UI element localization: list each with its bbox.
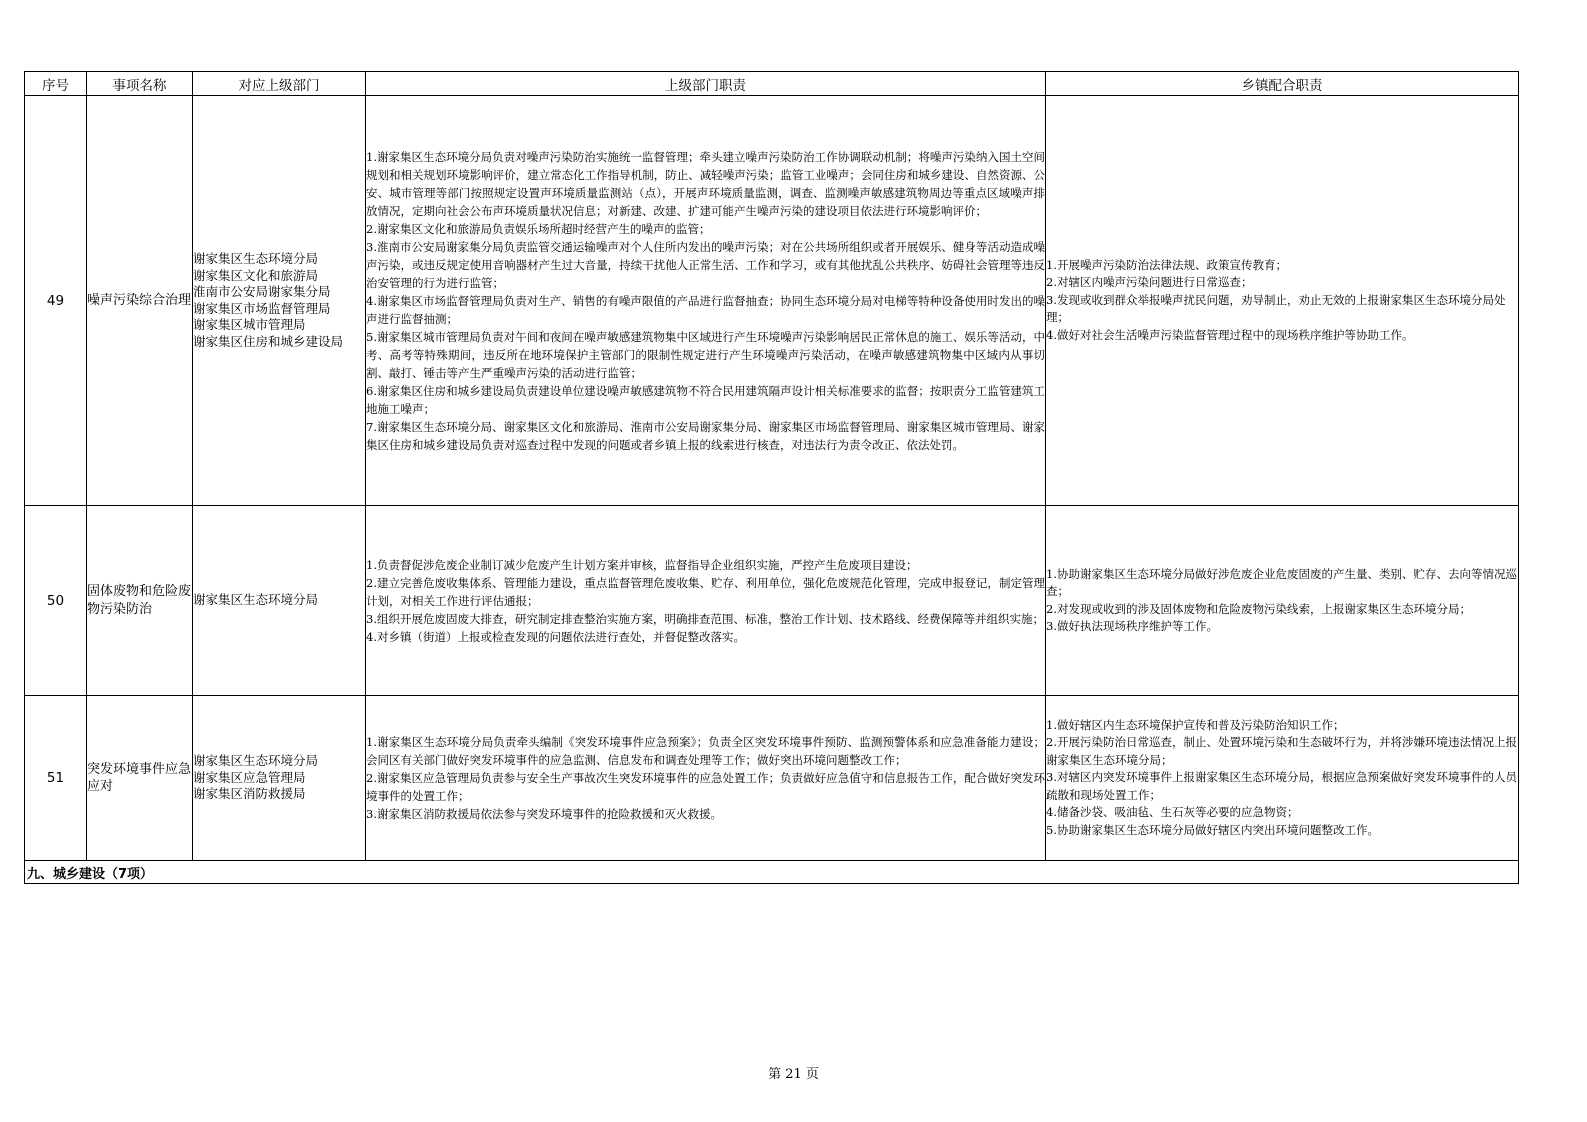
duty-item: 1.谢家集区生态环境分局负责牵头编制《突发环境事件应急预案》；负责全区突发环境事件预防、监测预警体系和应急准备能力建设；会同区有关部门做好突发环境事件的应急监测、信息发布和调查处理等工作；做好突出环境问题整改工作； — [366, 735, 1045, 767]
duty-table — [24, 71, 1519, 884]
section-title: 九、城乡建设（7项） — [25, 861, 1519, 884]
row-depts — [193, 696, 366, 861]
row-name: 突发环境事件应急应对 — [87, 696, 193, 861]
row-coops — [1046, 696, 1519, 861]
duty-item: 4.对乡镇（街道）上报或检查发现的问题依法进行查处，并督促整改落实。 — [366, 629, 745, 644]
duty-item: 3.淮南市公安局谢家集分局负责监管交通运输噪声对个人住所内发出的噪声污染；对在公共场所组织或者开展娱乐、健身等活动造成噪声污染，或违反规定使用音响器材产生过大音量，持续干扰他人正常生活、工作和学习，或有其他扰乱公共秩序、妨碍社会管理等违反治安管理的行为进行监管； — [366, 239, 1045, 290]
duty-item: 2.建立完善危废收集体系、管理能力建设，重点监督管理危废收集、贮存、利用单位，强化危废规范化管理，完成申报登记，制定管理计划，对相关工作进行评估通报； — [366, 575, 1045, 608]
duty-item: 7.谢家集区生态环境分局、谢家集区文化和旅游局、淮南市公安局谢家集分局、谢家集区市场监督管理局、谢家集区城市管理局、谢家集区住房和城乡建设局负责对巡查过程中发现的问题或者乡镇上报的线索进行核查，对违法行为责令改正、依法处罚。 — [366, 419, 1045, 452]
dept-item: 谢家集区市场监督管理局 — [193, 300, 331, 316]
page-number: 第 21 页 — [768, 1067, 819, 1082]
dept-item: 谢家集区消防救援局 — [193, 786, 306, 802]
table-header-row — [25, 72, 1519, 96]
header-seq: 序号 — [25, 72, 87, 96]
duty-item: 2.谢家集区文化和旅游局负责娱乐场所超时经营产生的噪声的监管； — [366, 221, 711, 236]
duty-item: 3.组织开展危废固废大排查，研究制定排查整治实施方案，明确排查范围、标准，整治工作计划、技术路线、经费保障等并组织实施； — [366, 611, 1044, 626]
coop-item: 4.做好对社会生活噪声污染监督管理过程中的现场秩序维护等协助工作。 — [1046, 327, 1414, 342]
table-row — [25, 96, 1519, 506]
row-depts — [193, 96, 366, 506]
row-name: 固体废物和危险废物污染防治 — [87, 506, 193, 696]
header-duty: 上级部门职责 — [366, 72, 1046, 96]
coop-item: 1.协助谢家集区生态环境分局做好涉危废企业危废固废的产生量、类别、贮存、去向等情况巡查； — [1046, 566, 1517, 598]
dept-item: 谢家集区住房和城乡建设局 — [193, 333, 344, 349]
row-name: 噪声污染综合治理 — [87, 96, 193, 506]
row-seq: 49 — [25, 96, 87, 506]
duty-item: 3.谢家集区消防救援局依法参与突发环境事件的抢险救援和灭火救援。 — [366, 807, 722, 821]
table-row — [25, 696, 1519, 861]
dept-item: 谢家集区生态环境分局 — [193, 592, 319, 608]
section-row — [25, 861, 1519, 884]
coop-item: 3.对辖区内突发环境事件上报谢家集区生态环境分局，根据应急预案做好突发环境事件的人员疏散和现场处置工作； — [1046, 770, 1517, 802]
coop-item: 5.协助谢家集区生态环境分局做好辖区内突出环境问题整改工作。 — [1046, 822, 1379, 837]
duty-item: 6.谢家集区住房和城乡建设局负责建设单位建设噪声敏感建筑物不符合民用建筑隔声设计相关标准要求的监督；按职责分工监管建筑工地施工噪声； — [366, 383, 1045, 416]
row-depts — [193, 506, 366, 696]
dept-item: 谢家集区生态环境分局 — [193, 753, 319, 769]
row-duties — [366, 96, 1046, 506]
header-name: 事项名称 — [87, 72, 193, 96]
dept-item: 谢家集区应急管理局 — [193, 769, 306, 785]
coop-item: 2.对发现或收到的涉及固体废物和危险废物污染线索，上报谢家集区生态环境分局； — [1046, 601, 1471, 616]
coop-item: 4.储备沙袋、吸油毡、生石灰等必要的应急物资； — [1046, 805, 1299, 820]
duty-item: 2.谢家集区应急管理局负责参与安全生产事故次生突发环境事件的应急处置工作；负责做好应急值守和信息报告工作，配合做好突发环境事件的处置工作； — [366, 771, 1045, 803]
coop-item: 3.发现或收到群众举报噪声扰民问题，劝导制止，劝止无效的上报谢家集区生态环境分局处理； — [1046, 292, 1506, 325]
row-duties — [366, 506, 1046, 696]
duty-item: 5.谢家集区城市管理局负责对午间和夜间在噪声敏感建筑物集中区域进行产生环境噪声污染影响居民正常休息的施工、娱乐等活动，中考、高考等特殊期间，违反所在地环境保护主管部门的限制性规定进行产生环境噪声污染活动，在噪声敏感建筑物集中区域内从事切割、敲打、锤击等产生严重噪声污染的活动进行监管； — [366, 329, 1045, 380]
coop-item: 3.做好执法现场秩序维护等工作。 — [1046, 619, 1218, 633]
dept-item: 谢家集区文化和旅游局 — [193, 267, 319, 283]
header-coop: 乡镇配合职责 — [1046, 72, 1519, 96]
duty-item: 1.谢家集区生态环境分局负责对噪声污染防治实施统一监督管理；牵头建立噪声污染防治工作协调联动机制；将噪声污染纳入国土空间规划和相关规划环境影响评价，建立常态化工作指导机制，防止、减轻噪声污染；监管工业噪声；会同住房和城乡建设、自然资源、公安、城市管理等部门按照规定设置声环境质量监测站（点），开展声环境质量监测，调查、监测噪声敏感建筑物周边等重点区域噪声排放情况，定期向社会公布声环境质量状况信息；对新建、改建、扩建可能产生噪声污染的建设项目依法进行环境影响评价； — [366, 149, 1045, 218]
row-seq: 51 — [25, 696, 87, 861]
duty-item: 4.谢家集区市场监督管理局负责对生产、销售的有噪声限值的产品进行监督抽查；协同生态环境分局对电梯等特种设备使用时发出的噪声进行监督抽测； — [366, 293, 1045, 326]
row-duties — [366, 696, 1046, 861]
header-dept: 对应上级部门 — [193, 72, 366, 96]
row-seq: 50 — [25, 506, 87, 696]
dept-item: 淮南市公安局谢家集分局 — [193, 284, 331, 299]
dept-item: 谢家集区生态环境分局 — [193, 251, 319, 266]
duty-item: 1.负责督促涉危废企业制订减少危废产生计划方案并审核，监督指导企业组织实施，严控产生危废项目建设； — [366, 557, 918, 572]
dept-item: 谢家集区城市管理局 — [193, 317, 306, 332]
coop-item: 2.对辖区内噪声污染问题进行日常巡查； — [1046, 275, 1253, 290]
coop-item: 2.开展污染防治日常巡查，制止、处置环境污染和生态破坏行为，并将涉嫌环境违法情况上报谢家集区生态环境分局； — [1046, 735, 1517, 767]
row-coops — [1046, 96, 1519, 506]
row-coops — [1046, 506, 1519, 696]
table-row — [25, 506, 1519, 696]
coop-item: 1.做好辖区内生态环境保护宣传和普及污染防治知识工作； — [1046, 717, 1345, 732]
coop-item: 1.开展噪声污染防治法律法规、政策宣传教育； — [1046, 257, 1287, 272]
